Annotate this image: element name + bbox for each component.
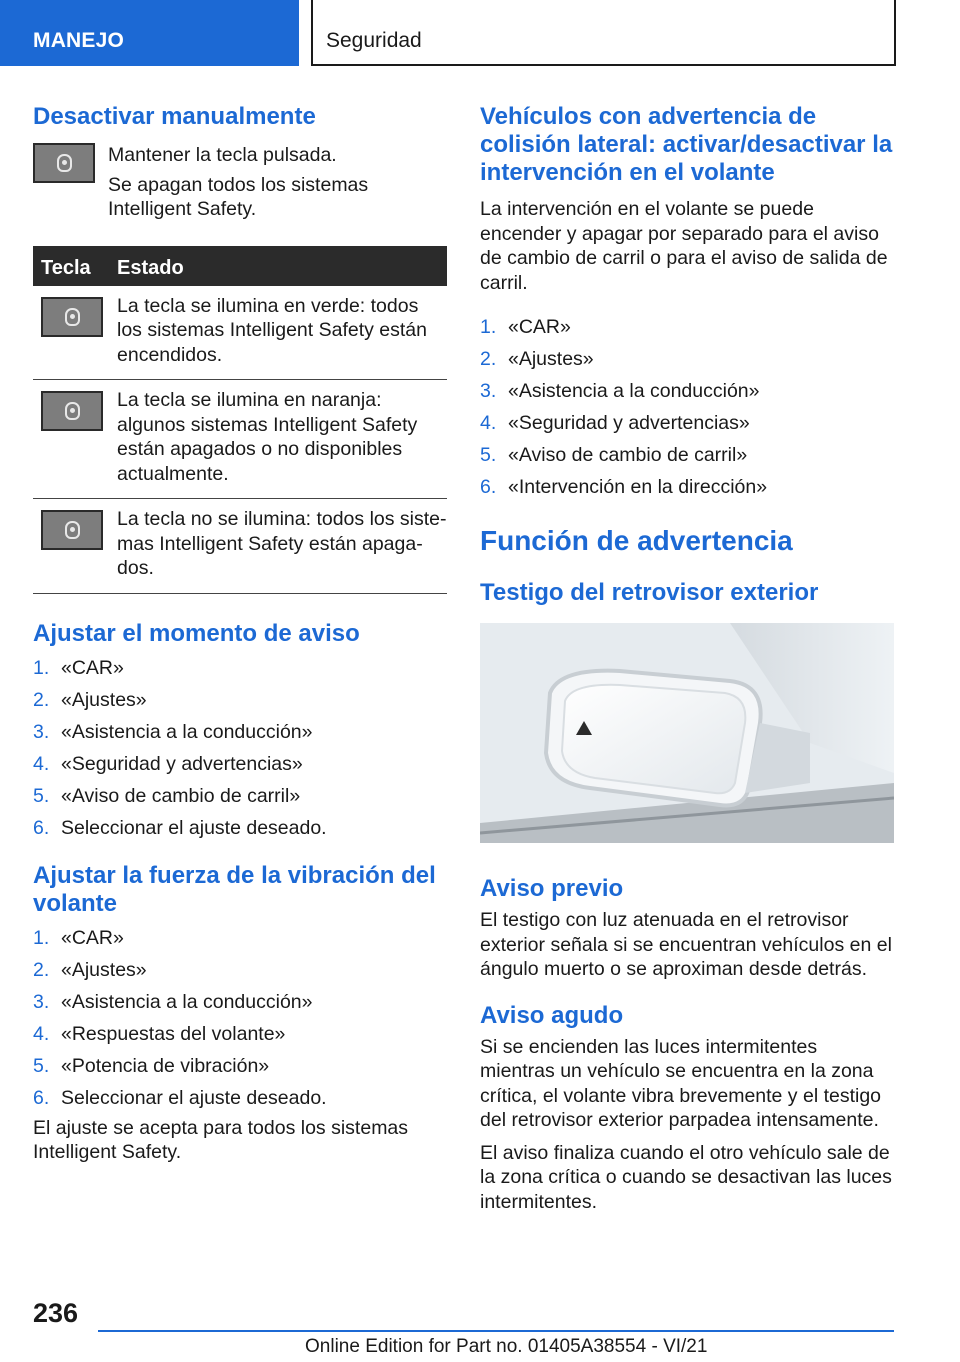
th-state: Estado xyxy=(117,256,184,279)
table-row xyxy=(33,380,447,499)
acute-title: Aviso agudo xyxy=(480,1001,624,1029)
row-text: La tecla se ilumina en naranja: algunos sistemas Intelligent Safety están apagados o no disponibles actualmente. xyxy=(117,389,418,485)
list-item: 2. «Ajustes» xyxy=(480,348,594,370)
car-shield-icon xyxy=(65,308,80,326)
lateral-title: Vehículos con advertencia de colisión lateral: activar/desactivar la intervención en el volante xyxy=(480,103,893,186)
section-tab xyxy=(0,0,299,66)
list-item: 3. «Asistencia a la conducción» xyxy=(480,380,760,402)
lateral-steps xyxy=(480,311,894,503)
chapter-label: Seguridad xyxy=(326,29,422,52)
footer-rule xyxy=(98,1330,894,1332)
table-row xyxy=(33,286,447,381)
list-item: 3. «Asistencia a la conducción» xyxy=(33,990,313,1013)
car-shield-icon xyxy=(65,402,80,420)
manual-title: Desactivar manualmente xyxy=(33,103,316,130)
vibration-title: Ajustar la fuerza de la vibración del volante xyxy=(33,861,436,917)
lateral-paragraph: La intervención en el volante se puede encender y apagar por separado para el aviso de cambio de carril o para el aviso de salida de carril. xyxy=(480,198,888,294)
manual-p2: Se apagan todos los sistemas Intelligent Safety. xyxy=(108,173,369,220)
list-item: 6. «Intervención en la dirección» xyxy=(480,476,768,498)
mirror-illustration xyxy=(480,623,894,843)
row-text: La tecla se ilumina en verde: todos los sistemas Intelligent Safety están encendidos. xyxy=(117,294,427,366)
car-shield-icon xyxy=(57,154,72,172)
manual-p1: Mantener la tecla pulsada. xyxy=(108,144,337,166)
manual-p2-wrap xyxy=(33,173,447,222)
preview-paragraph: El testigo con luz atenuada en el retrovisor exterior señala si se encuentran vehículos en el ángulo muerto o se aproximan desde detrás. xyxy=(480,909,892,980)
table-row xyxy=(33,499,447,594)
list-item: 6. Seleccionar el ajuste deseado. xyxy=(33,1086,327,1109)
button-off-icon xyxy=(41,510,103,550)
list-item: 6. Seleccionar el ajuste deseado. xyxy=(33,816,327,839)
mirror-image xyxy=(480,623,894,843)
right-column xyxy=(480,96,894,1214)
car-shield-icon xyxy=(65,521,80,539)
page-number: 236 xyxy=(33,1298,79,1328)
list-item: 5. «Aviso de cambio de carril» xyxy=(33,784,301,807)
list-item: 1. «CAR» xyxy=(33,656,124,679)
mirror-title: Testigo del retrovisor exterior xyxy=(480,579,819,606)
preview-title: Aviso previo xyxy=(480,875,624,902)
status-table xyxy=(33,246,447,594)
list-item: 1. «CAR» xyxy=(33,926,124,949)
acute-paragraph-1: Si se encienden las luces intermitentes mientras un vehículo se encuentra en la zona crítica, el volante vibra brevemente y el testigo del retrovisor exterior parpadea intensamente. xyxy=(480,1035,882,1131)
list-item: 5. «Aviso de cambio de carril» xyxy=(480,444,748,466)
moment-steps xyxy=(33,652,447,844)
list-item: 4. «Respuestas del volante» xyxy=(33,1022,286,1045)
list-item: 3. «Asistencia a la conducción» xyxy=(33,720,313,743)
row-text: La tecla no se ilumina: todos los sistemas Intelligent Safety están apagados. xyxy=(117,508,447,579)
list-item: 4. «Seguridad y advertencias» xyxy=(480,412,750,434)
vibration-steps xyxy=(33,922,447,1114)
page-header xyxy=(0,0,960,66)
list-item: 4. «Seguridad y advertencias» xyxy=(33,752,303,775)
manual-block xyxy=(33,143,447,222)
moment-title: Ajustar el momento de aviso xyxy=(33,619,360,647)
chapter-box xyxy=(311,0,896,66)
list-item: 2. «Ajustes» xyxy=(33,958,147,981)
button-orange-icon xyxy=(41,391,103,431)
vibration-note: El ajuste se acepta para todos los sistemas Intelligent Safety. xyxy=(33,1116,409,1163)
edition-text: Online Edition for Part no. 01405A38554 - VI/21 xyxy=(305,1336,708,1357)
left-column xyxy=(33,96,447,1165)
function-title: Función de advertencia xyxy=(480,525,793,556)
table-header xyxy=(33,246,447,286)
section-label: MANEJO xyxy=(33,29,125,52)
list-item: 1. «CAR» xyxy=(480,316,571,338)
list-item: 2. «Ajustes» xyxy=(33,688,147,711)
safety-button-icon xyxy=(33,143,95,183)
button-green-icon xyxy=(41,297,103,337)
th-key: Tecla xyxy=(41,256,91,279)
acute-paragraph-2: El aviso finaliza cuando el otro vehículo sale de la zona crítica o cuando se desactivan las luces intermitentes. xyxy=(480,1141,892,1213)
list-item: 5. «Potencia de vibración» xyxy=(33,1054,270,1077)
